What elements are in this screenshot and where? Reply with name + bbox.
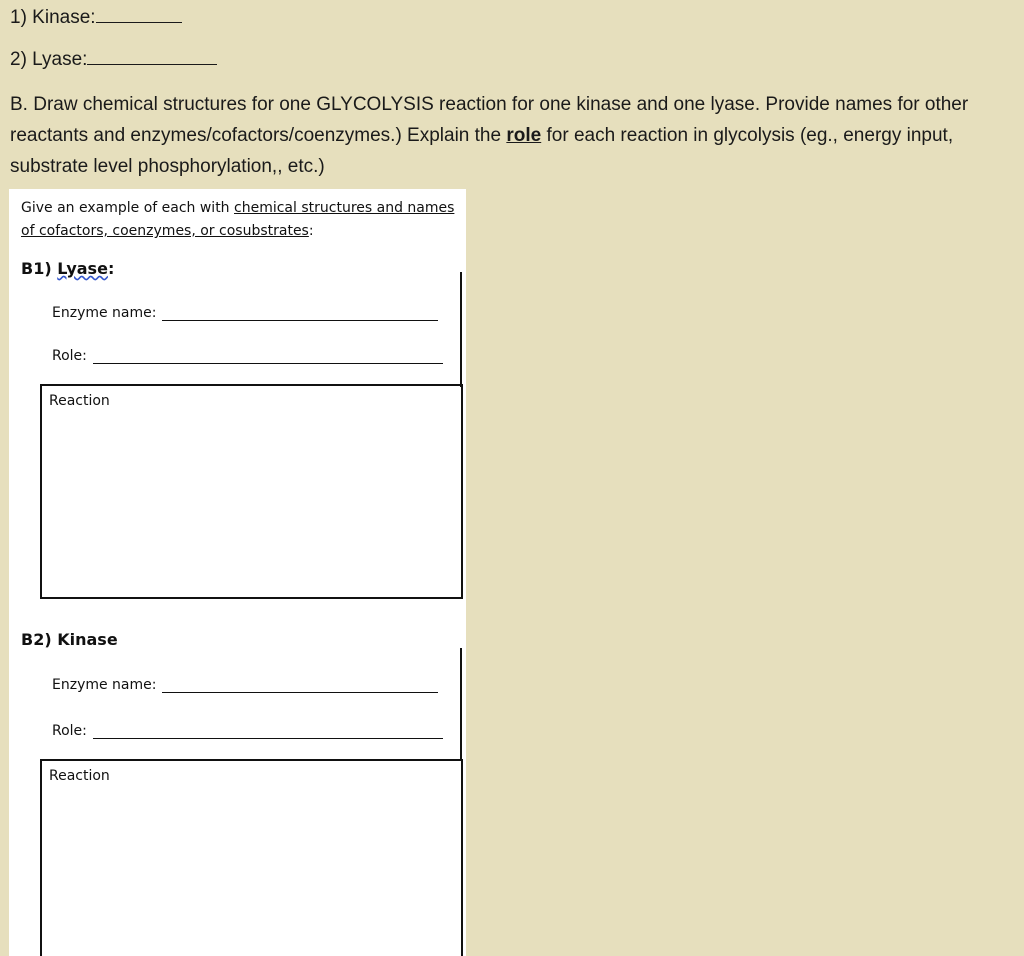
b1-margin-line: [460, 272, 462, 387]
b1-role-field: [52, 348, 443, 364]
worksheet-intro-plain: Give an example of each with: [21, 200, 235, 216]
b2-role-label: Role:: [52, 723, 87, 739]
kinase-answer-blank: [96, 6, 182, 23]
b2-reaction-label: Reaction: [49, 768, 110, 784]
instructions-paragraph: [10, 89, 1010, 182]
worksheet-intro-underlined: chemical structures and names of cofactors, coenzymes, or cosubstrates: [21, 200, 455, 239]
b2-margin-line: [460, 648, 462, 759]
section-b2-heading: [21, 630, 118, 649]
worksheet-intro: [21, 197, 461, 243]
section-b1-heading: [21, 259, 114, 278]
worksheet-panel: [9, 189, 466, 956]
b2-enzyme-blank[interactable]: [162, 678, 438, 693]
question-lyase: [10, 48, 217, 71]
instructions-text-part1: B. Draw chemical structures for one GLYCOLYSIS reaction for one kinase and one lyase. Provide names for other reactants and enzymes/cofactors/coenzymes.) Explain the: [10, 94, 969, 146]
b2-reaction-box[interactable]: [40, 759, 463, 956]
b1-enzyme-label: Enzyme name:: [52, 305, 157, 321]
b2-role-blank[interactable]: [93, 724, 443, 739]
b2-role-field: [52, 723, 443, 739]
question-lyase-label: 2) Lyase:: [10, 49, 88, 70]
lyase-answer-blank: [87, 48, 217, 65]
b2-enzyme-field: [52, 677, 438, 693]
section-b2-title: Kinase: [57, 630, 118, 649]
b1-reaction-label: Reaction: [49, 393, 110, 409]
section-b1-suffix: :: [107, 259, 115, 278]
question-kinase-label: 1) Kinase:: [10, 7, 96, 28]
b1-enzyme-field: [52, 305, 438, 321]
instructions-role-word: role: [506, 125, 542, 146]
b1-role-label: Role:: [52, 348, 87, 364]
b1-reaction-box[interactable]: [40, 384, 463, 599]
question-kinase: [10, 6, 182, 29]
section-b1-title: Lyase: [57, 259, 108, 278]
worksheet-intro-end: :: [308, 223, 314, 239]
b2-enzyme-label: Enzyme name:: [52, 677, 157, 693]
section-b2-prefix: B2): [21, 630, 58, 649]
b1-enzyme-blank[interactable]: [162, 306, 438, 321]
instructions-text-part2: for each reaction in glycolysis (eg., energy input, substrate level phosphorylation,, etc.): [10, 125, 954, 177]
b1-role-blank[interactable]: [93, 349, 443, 364]
section-b1-prefix: B1): [21, 259, 58, 278]
